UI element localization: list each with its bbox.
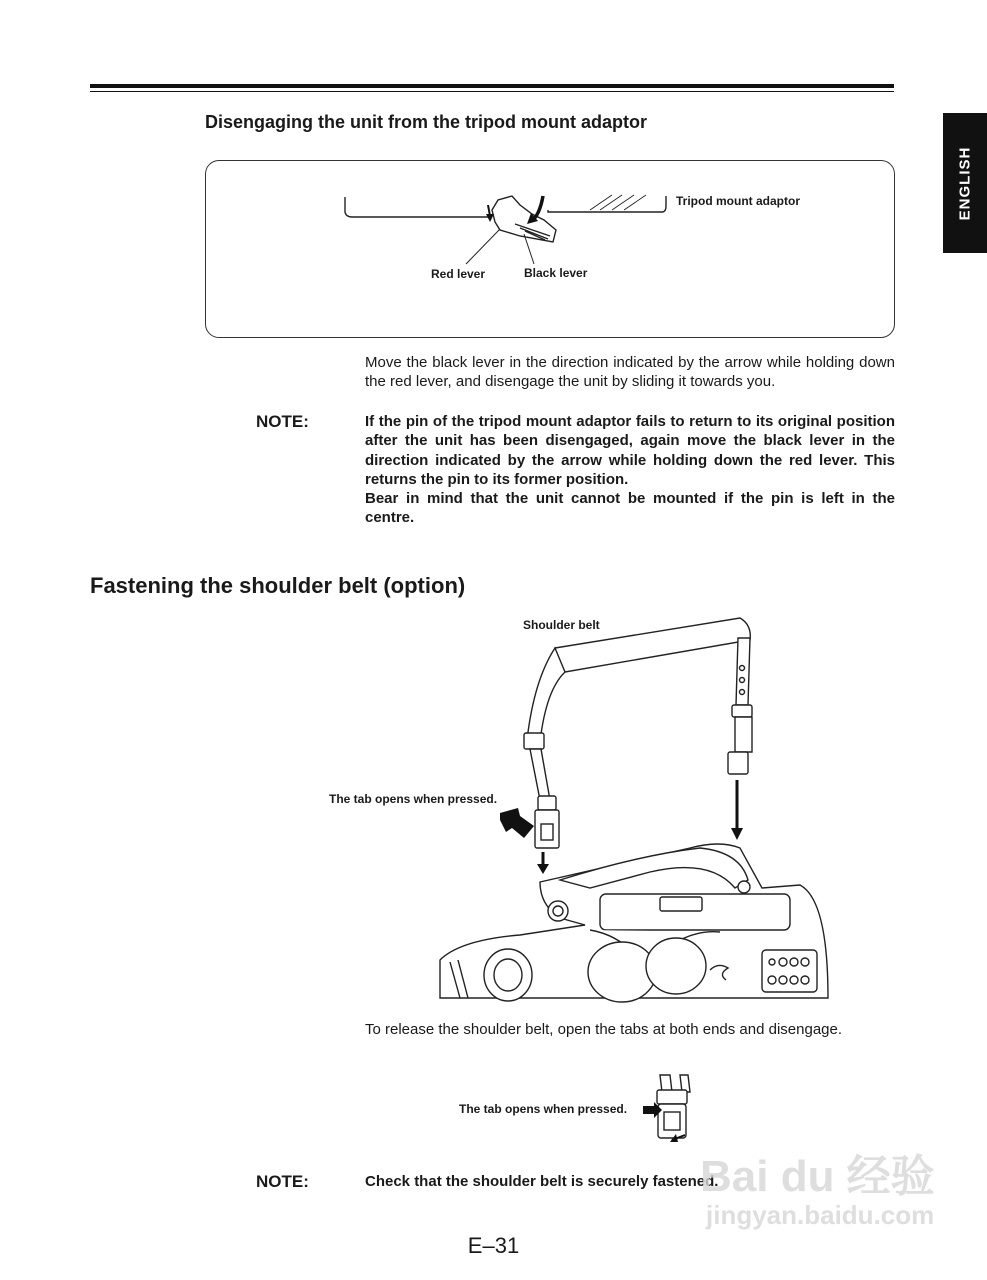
section-heading-tripod: Disengaging the unit from the tripod mount adaptor xyxy=(205,112,647,132)
shoulder-belt-drawing xyxy=(524,618,752,848)
label-tab-opens: The tab opens when pressed. xyxy=(329,792,498,806)
note-label-1: NOTE: xyxy=(256,412,309,431)
label-tripod-mount-adaptor: Tripod mount adaptor xyxy=(676,194,800,208)
note-label-2: NOTE: xyxy=(256,1172,309,1191)
page-number: E–31 xyxy=(467,1233,520,1258)
label-shoulder-belt: Shoulder belt xyxy=(523,618,600,632)
watermark-url: jingyan.baidu.com xyxy=(706,1200,935,1230)
label-red-lever: Red lever xyxy=(431,267,486,281)
small-tab-drawing xyxy=(657,1075,690,1138)
note-text-1b: Bear in mind that the unit cannot be mounted if the pin is left in the centre. xyxy=(365,490,895,527)
section-heading-shoulder-belt: Fastening the shoulder belt (option) xyxy=(90,573,466,598)
instruction-paragraph-2: To release the shoulder belt, open the tabs at both ends and disengage. xyxy=(365,1021,843,1038)
camera-drawing xyxy=(440,844,828,1002)
note-text-1a: If the pin of the tripod mount adaptor fails to return to its original position after the unit has been disengaged, again move the black lever in the direction indicated by the arrow while holding down the red lever. This returns the pin to its former position. xyxy=(365,413,895,488)
watermark-brand: Bai du 经验 xyxy=(700,1152,935,1201)
instruction-paragraph-1: Move the black lever in the direction indicated by the arrow while holding down the red lever, and disengage the unit by sliding it towards you. xyxy=(365,354,895,390)
language-tab-label: ENGLISH xyxy=(956,146,974,220)
label-tab-opens-small: The tab opens when pressed. xyxy=(459,1102,628,1116)
note-text-2: Check that the shoulder belt is securely fastened. xyxy=(365,1173,719,1190)
label-black-lever: Black lever xyxy=(524,266,588,280)
